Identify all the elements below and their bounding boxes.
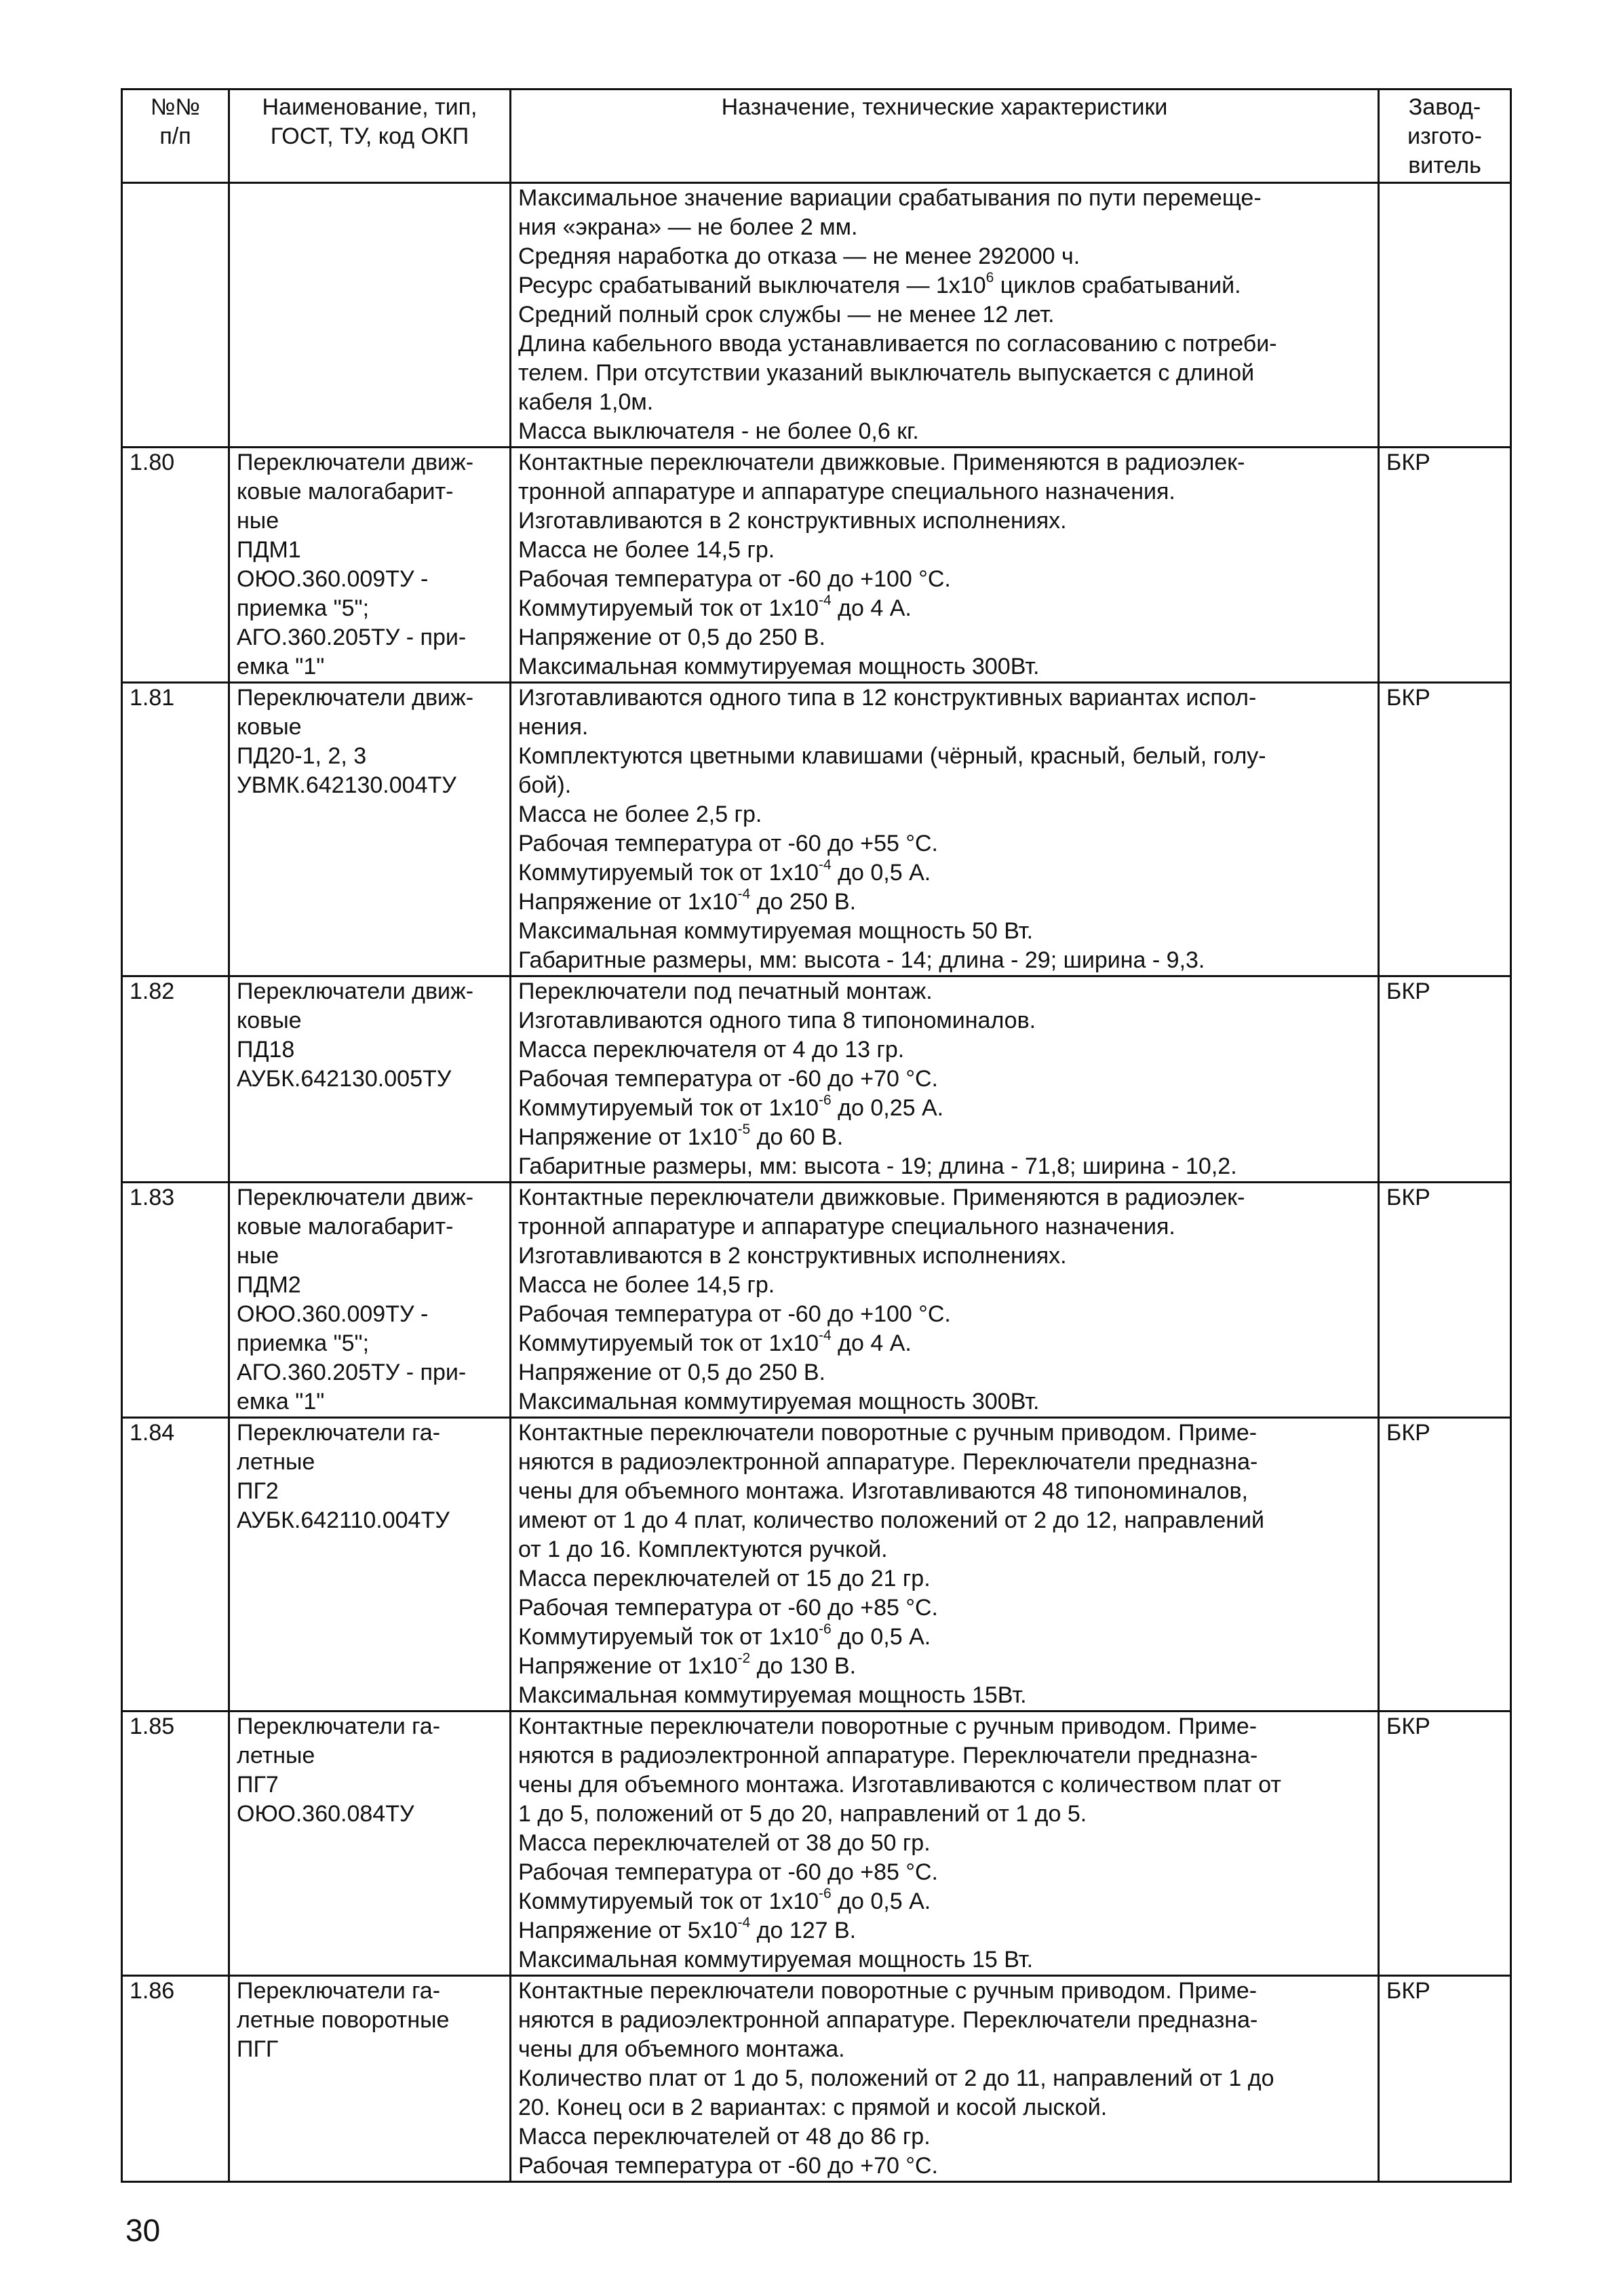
- description-line: [518, 2093, 1371, 2122]
- description-text: Рабочая температура от -60 до +100 °С.: [518, 566, 951, 592]
- item-manufacturer-text: БКР: [1386, 685, 1430, 711]
- description-line: [518, 2122, 1371, 2152]
- description-line: [518, 2152, 1371, 2181]
- description-line: [518, 1800, 1371, 1829]
- item-number-text: 1.81: [130, 685, 175, 711]
- description-line: [518, 771, 1371, 800]
- item-number-text: 1.85: [130, 1714, 175, 1739]
- description-text: Рабочая температура от -60 до +55 °С.: [518, 831, 938, 856]
- description-line: [518, 330, 1371, 359]
- table-row: [122, 976, 1511, 1183]
- description-text: Масса не более 14,5 гр.: [518, 537, 775, 563]
- exponent: -6: [819, 1092, 832, 1108]
- description-line: [518, 2064, 1371, 2093]
- exponent: -4: [819, 1327, 832, 1343]
- description-line: [518, 1419, 1371, 1448]
- description-text-tail: до 127 В.: [750, 1918, 857, 1943]
- description-text-tail: до 4 А.: [831, 595, 912, 621]
- description-text: Масса не более 14,5 гр.: [518, 1272, 775, 1298]
- description-line: [518, 1329, 1371, 1358]
- table-row: [122, 448, 1511, 683]
- description-text: 1 до 5, положений от 5 до 20, направлений от 1 до 5.: [518, 1801, 1087, 1827]
- description-line: [518, 977, 1371, 1006]
- item-name-text: Переключатели движ- ковые малогабарит- ные ПДМ1 ОЮО.360.009ТУ - приемка "5"; АГО.360.205ТУ - при- емка "1": [237, 450, 474, 679]
- exponent: -4: [737, 886, 751, 902]
- description-text: Масса не более 2,5 гр.: [518, 801, 762, 827]
- description-text: Масса переключателей от 15 до 21 гр.: [518, 1566, 931, 1591]
- description-line: [518, 1006, 1371, 1035]
- description-text: бой).: [518, 772, 572, 798]
- description-text: Максимальная коммутируемая мощность 50 Вт.: [518, 918, 1034, 944]
- description-line: [518, 1387, 1371, 1417]
- description-line: [518, 1535, 1371, 1564]
- item-number: [122, 183, 229, 448]
- description-text: Изготавливаются в 2 конструктивных исполнениях.: [518, 1243, 1067, 1269]
- description-text: ния «экрана» — не более 2 мм.: [518, 214, 858, 240]
- table-row: [122, 1976, 1511, 2182]
- description-text: Габаритные размеры, мм: высота - 19; длина - 71,8; ширина - 10,2.: [518, 1153, 1237, 1179]
- description-text: Контактные переключатели поворотные с ручным приводом. Приме-: [518, 1420, 1257, 1446]
- description-line: [518, 2035, 1371, 2064]
- description-line: [518, 1594, 1371, 1623]
- description-line: [518, 1741, 1371, 1770]
- item-name-text: Переключатели движ- ковые малогабарит- ные ПДМ2 ОЮО.360.009ТУ - приемка "5"; АГО.360.205ТУ - при- емка "1": [237, 1185, 474, 1414]
- description-text: Контактные переключатели движковые. Применяются в радиоэлек-: [518, 450, 1245, 475]
- description-text-tail: циклов срабатываний.: [994, 273, 1241, 298]
- header-description-text: Назначение, технические характеристики: [721, 94, 1168, 120]
- description-line: [518, 1212, 1371, 1242]
- description-line: [518, 1065, 1371, 1094]
- description-text: Максимальная коммутируемая мощность 15Вт.: [518, 1682, 1027, 1708]
- item-description: [511, 1183, 1379, 1418]
- description-text: Максимальная коммутируемая мощность 300Вт.: [518, 1389, 1040, 1414]
- description-text: Переключатели под печатный монтаж.: [518, 978, 933, 1004]
- description-text: Максимальное значение вариации срабатывания по пути перемеще-: [518, 185, 1262, 211]
- item-name: [229, 1976, 511, 2182]
- exponent: -4: [819, 592, 832, 608]
- description-text: Напряжение от 1х10: [518, 1124, 738, 1150]
- description-text-tail: до 0,5 А.: [831, 1624, 931, 1650]
- item-manufacturer-text: БКР: [1386, 978, 1430, 1004]
- description-line: [518, 1945, 1371, 1975]
- description-line: [518, 507, 1371, 536]
- item-number: [122, 1418, 229, 1711]
- description-line: [518, 1652, 1371, 1681]
- description-text: Масса выключателя - не более 0,6 кг.: [518, 418, 919, 444]
- description-line: [518, 858, 1371, 888]
- description-text: Коммутируемый ток от 1х10: [518, 1888, 819, 1914]
- page-number: 30: [125, 2213, 161, 2248]
- item-number-text: 1.83: [130, 1185, 175, 1210]
- description-text: Контактные переключатели движковые. Применяются в радиоэлек-: [518, 1185, 1245, 1210]
- description-text-tail: до 0,25 А.: [831, 1095, 944, 1121]
- description-text: Средняя наработка до отказа — не менее 292000 ч.: [518, 243, 1080, 269]
- description-text: няются в радиоэлектронной аппаратуре. Переключатели предназна-: [518, 2007, 1258, 2033]
- item-manufacturer-text: БКР: [1386, 450, 1430, 475]
- description-text: 20. Конец оси в 2 вариантах: с прямой и косой лыской.: [518, 2095, 1108, 2120]
- description-line: [518, 1094, 1371, 1123]
- exponent: -6: [819, 1885, 832, 1901]
- item-number: [122, 976, 229, 1183]
- description-text: имеют от 1 до 4 плат, количество положений от 2 до 12, направлений: [518, 1507, 1265, 1533]
- item-description: [511, 183, 1379, 448]
- description-text: Масса переключателей от 38 до 50 гр.: [518, 1830, 931, 1856]
- description-line: [518, 448, 1371, 477]
- description-line: [518, 1977, 1371, 2006]
- item-number-text: 1.80: [130, 450, 175, 475]
- description-text: Напряжение от 5х10: [518, 1918, 738, 1943]
- item-manufacturer: [1379, 1183, 1511, 1418]
- description-text: нения.: [518, 714, 589, 740]
- item-description: [511, 976, 1379, 1183]
- description-line: [518, 1271, 1371, 1300]
- description-text-tail: до 4 А.: [831, 1330, 912, 1356]
- description-text: Масса переключателей от 48 до 86 гр.: [518, 2124, 931, 2150]
- description-text: Коммутируемый ток от 1х10: [518, 1624, 819, 1650]
- item-number: [122, 683, 229, 976]
- description-text-tail: до 0,5 А.: [831, 860, 931, 886]
- item-description: [511, 1976, 1379, 2182]
- item-manufacturer: [1379, 448, 1511, 683]
- description-text-tail: до 0,5 А.: [831, 1888, 931, 1914]
- table-header-row: [122, 90, 1511, 183]
- description-text: Напряжение от 0,5 до 250 В.: [518, 625, 825, 650]
- header-name: [229, 90, 511, 183]
- description-line: [518, 1183, 1371, 1212]
- description-line: [518, 888, 1371, 917]
- description-text: Максимальная коммутируемая мощность 15 Вт.: [518, 1947, 1034, 1973]
- header-manufacturer: [1379, 90, 1511, 183]
- exponent: 6: [986, 269, 994, 285]
- table-row: [122, 1418, 1511, 1711]
- description-text: от 1 до 16. Комплектуются ручкой.: [518, 1537, 888, 1562]
- description-line: [518, 742, 1371, 771]
- description-line: [518, 713, 1371, 742]
- description-text: Средний полный срок службы — не менее 12 лет.: [518, 302, 1055, 328]
- item-manufacturer-text: БКР: [1386, 1714, 1430, 1739]
- description-text: Количество плат от 1 до 5, положений от 2 до 11, направлений от 1 до: [518, 2065, 1274, 2091]
- description-line: [518, 1300, 1371, 1329]
- description-text: Коммутируемый ток от 1х10: [518, 595, 819, 621]
- item-name-text: Переключатели га- летные поворотные ПГГ: [237, 1978, 450, 2062]
- description-text: Ресурс срабатываний выключателя — 1х10: [518, 273, 986, 298]
- description-line: [518, 184, 1371, 213]
- description-line: [518, 1858, 1371, 1887]
- description-line: [518, 594, 1371, 623]
- description-text: телем. При отсутствии указаний выключатель выпускается с длиной: [518, 360, 1255, 386]
- description-text: Изготавливаются одного типа в 12 конструктивных вариантах испол-: [518, 685, 1257, 711]
- description-line: [518, 1623, 1371, 1652]
- item-name-text: Переключатели движ- ковые ПД20-1, 2, 3 УВМК.642130.004ТУ: [237, 685, 474, 798]
- description-line: [518, 917, 1371, 946]
- description-line: [518, 2006, 1371, 2035]
- description-line: [518, 623, 1371, 652]
- item-number-text: 1.84: [130, 1420, 175, 1446]
- description-line: [518, 946, 1371, 975]
- item-number-text: 1.82: [130, 978, 175, 1004]
- item-manufacturer: [1379, 183, 1511, 448]
- description-text: Изготавливаются в 2 конструктивных исполнениях.: [518, 508, 1067, 534]
- item-description: [511, 448, 1379, 683]
- description-line: [518, 1477, 1371, 1506]
- item-name: [229, 448, 511, 683]
- description-line: [518, 1123, 1371, 1152]
- table-row: [122, 683, 1511, 976]
- description-line: [518, 652, 1371, 681]
- item-number: [122, 1976, 229, 2182]
- table-row: [122, 183, 1511, 448]
- description-line: [518, 1829, 1371, 1858]
- description-line: [518, 271, 1371, 300]
- description-text: Контактные переключатели поворотные с ручным приводом. Приме-: [518, 1714, 1257, 1739]
- item-name: [229, 1418, 511, 1711]
- description-line: [518, 359, 1371, 388]
- exponent: -6: [819, 1621, 832, 1637]
- header-number: [122, 90, 229, 183]
- description-text: чены для объемного монтажа. Изготавливаются с количеством плат от: [518, 1772, 1281, 1798]
- description-text: Напряжение от 1х10: [518, 1653, 738, 1679]
- item-manufacturer-text: БКР: [1386, 1978, 1430, 2004]
- item-name-text: Переключатели движ- ковые ПД18 АУБК.642130.005ТУ: [237, 978, 474, 1092]
- item-manufacturer: [1379, 1418, 1511, 1711]
- description-text: тронной аппаратуре и аппаратуре специального назначения.: [518, 479, 1175, 504]
- description-line: [518, 1916, 1371, 1945]
- exponent: -4: [819, 856, 832, 873]
- description-line: [518, 829, 1371, 858]
- description-text: Рабочая температура от -60 до +85 °С.: [518, 1859, 938, 1885]
- description-line: [518, 1564, 1371, 1594]
- description-line: [518, 1358, 1371, 1387]
- item-description: [511, 683, 1379, 976]
- description-line: [518, 213, 1371, 242]
- description-text: Коммутируемый ток от 1х10: [518, 1330, 819, 1356]
- description-line: [518, 1712, 1371, 1741]
- item-description: [511, 1711, 1379, 1976]
- description-text-tail: до 250 В.: [750, 889, 857, 915]
- item-number-text: 1.86: [130, 1978, 175, 2004]
- description-text: чены для объемного монтажа.: [518, 2036, 845, 2062]
- description-line: [518, 1770, 1371, 1800]
- description-text: Напряжение от 1х10: [518, 889, 738, 915]
- item-name: [229, 683, 511, 976]
- description-text: Рабочая температура от -60 до +100 °С.: [518, 1301, 951, 1327]
- description-text: Максимальная коммутируемая мощность 300Вт.: [518, 654, 1040, 679]
- description-text: Контактные переключатели поворотные с ручным приводом. Приме-: [518, 1978, 1257, 2004]
- specifications-table: [121, 88, 1512, 2183]
- description-line: [518, 300, 1371, 330]
- description-text-tail: до 130 В.: [750, 1653, 857, 1679]
- item-name: [229, 183, 511, 448]
- item-name-text: Переключатели га- летные ПГ2 АУБК.642110.004ТУ: [237, 1420, 450, 1533]
- description-line: [518, 242, 1371, 271]
- header-description: [511, 90, 1379, 183]
- description-line: [518, 388, 1371, 417]
- header-number-text: №№ п/п: [151, 94, 200, 149]
- exponent: -2: [737, 1650, 751, 1666]
- description-text: няются в радиоэлектронной аппаратуре. Переключатели предназна-: [518, 1743, 1258, 1768]
- header-manufacturer-text: Завод- изгото- витель: [1407, 94, 1482, 178]
- item-number: [122, 448, 229, 683]
- description-line: [518, 800, 1371, 829]
- description-text: Рабочая температура от -60 до +85 °С.: [518, 1595, 938, 1621]
- description-line: [518, 684, 1371, 713]
- description-line: [518, 417, 1371, 446]
- table-row: [122, 1183, 1511, 1418]
- description-text: Изготавливаются одного типа 8 типономиналов.: [518, 1008, 1036, 1033]
- description-text: няются в радиоэлектронной аппаратуре. Переключатели предназна-: [518, 1449, 1258, 1475]
- description-text: Рабочая температура от -60 до +70 °С.: [518, 1066, 938, 1092]
- header-name-text: Наименование, тип, ГОСТ, ТУ, код ОКП: [262, 94, 477, 149]
- description-text: чены для объемного монтажа. Изготавливаются 48 типономиналов,: [518, 1478, 1248, 1504]
- item-manufacturer-text: БКР: [1386, 1420, 1430, 1446]
- item-description: [511, 1418, 1379, 1711]
- description-line: [518, 1887, 1371, 1916]
- description-line: [518, 1506, 1371, 1535]
- table-row: [122, 1711, 1511, 1976]
- description-text-tail: до 60 В.: [750, 1124, 844, 1150]
- description-line: [518, 1035, 1371, 1065]
- description-line: [518, 1448, 1371, 1477]
- item-manufacturer-text: БКР: [1386, 1185, 1430, 1210]
- description-line: [518, 565, 1371, 594]
- item-manufacturer: [1379, 976, 1511, 1183]
- description-text: Рабочая температура от -60 до +70 °С.: [518, 2153, 938, 2179]
- item-manufacturer: [1379, 1711, 1511, 1976]
- description-text: тронной аппаратуре и аппаратуре специального назначения.: [518, 1214, 1175, 1240]
- description-text: Длина кабельного ввода устанавливается по согласованию с потреби-: [518, 331, 1277, 357]
- exponent: -5: [737, 1121, 751, 1137]
- item-name-text: Переключатели га- летные ПГ7 ОЮО.360.084ТУ: [237, 1714, 441, 1827]
- item-manufacturer: [1379, 683, 1511, 976]
- description-text: Коммутируемый ток от 1х10: [518, 1095, 819, 1121]
- description-line: [518, 1242, 1371, 1271]
- description-line: [518, 1152, 1371, 1181]
- description-text: Напряжение от 0,5 до 250 В.: [518, 1360, 825, 1385]
- description-line: [518, 1681, 1371, 1710]
- item-number: [122, 1711, 229, 1976]
- description-text: Коммутируемый ток от 1х10: [518, 860, 819, 886]
- description-text: кабеля 1,0м.: [518, 389, 654, 415]
- item-number: [122, 1183, 229, 1418]
- description-line: [518, 536, 1371, 565]
- exponent: -4: [737, 1914, 751, 1931]
- description-text: Комплектуются цветными клавишами (чёрный, красный, белый, голу-: [518, 743, 1266, 769]
- item-name: [229, 1183, 511, 1418]
- item-manufacturer: [1379, 1976, 1511, 2182]
- description-line: [518, 477, 1371, 507]
- item-name: [229, 1711, 511, 1976]
- description-text: Масса переключателя от 4 до 13 гр.: [518, 1037, 905, 1063]
- description-text: Габаритные размеры, мм: высота - 14; длина - 29; ширина - 9,3.: [518, 947, 1205, 973]
- item-name: [229, 976, 511, 1183]
